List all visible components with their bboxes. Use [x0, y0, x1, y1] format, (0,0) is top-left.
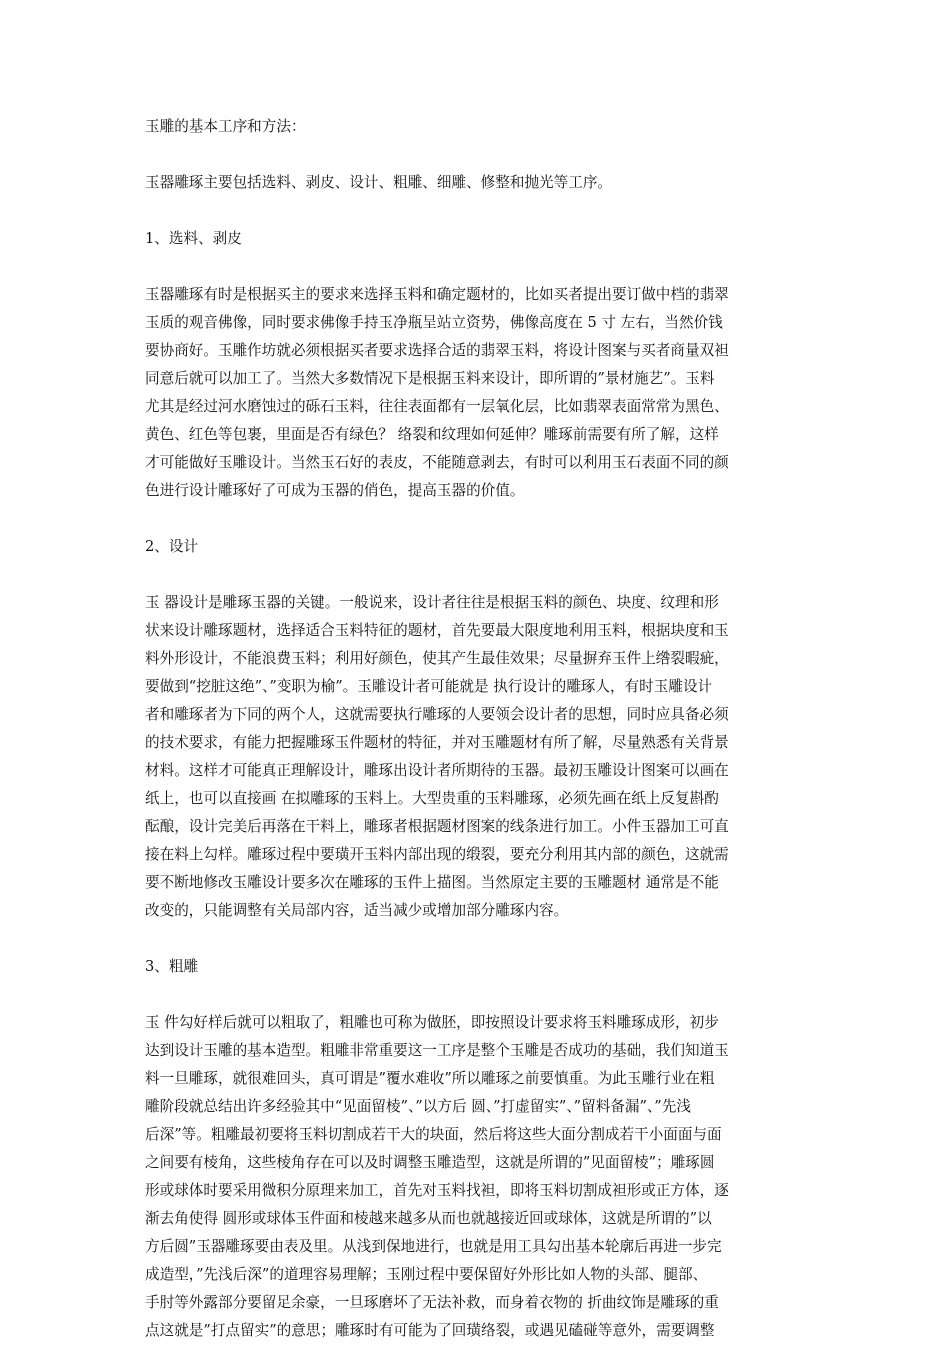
paragraph-line: 尤其是经过河水磨蚀过的砾石玉料，往往表面都有一层氧化层，比如翡翠表面常常为黑色、: [145, 398, 729, 415]
paragraph-line: 色进行设计雕琢好了可成为玉器的俏色，提高玉器的价值。: [145, 482, 525, 499]
paragraph-line: 玉 器设计是雕琢玉器的关键。一般说来，设计者往往是根据玉料的颜色、块度、纹理和形: [145, 594, 719, 611]
paragraph-line: 成造型，”先浅后深”的道理容易理解；玉刚过程中要保留好外形比如人物的头部、腿部、: [145, 1266, 708, 1283]
paragraph-line: 的技术要求，有能力把握雕琢玉件题材的特征，并对玉雕题材有所了解，尽量熟悉有关背景: [145, 734, 729, 751]
section-2-paragraph: [145, 589, 813, 925]
paragraph-line: 状来设计雕琢题材，选择适合玉料特征的题材，首先要最大限度地利用玉料，根据块度和玉: [145, 622, 729, 639]
paragraph-line: 纸上，也可以直接画 在拟雕琢的玉料上。大型贵重的玉料雕琢，必须先画在纸上反复斟酌: [145, 790, 719, 807]
paragraph-line: 酝酿，设计完美后再落在干料上，雕琢者根据题材图案的线条进行加工。小件玉器加工可直: [145, 818, 729, 835]
paragraph-line: 材料。这样才可能真正理解设计，雕琢出设计者所期待的玉器。最初玉雕设计图案可以画在: [145, 762, 729, 779]
section-1-heading-block: [145, 225, 813, 253]
paragraph-line: 料一旦雕琢，就很难回头，真可谓是”覆水难收”所以雕琢之前要慎重。为此玉雕行业在粗: [145, 1070, 715, 1087]
paragraph-line: 要协商好。玉雕作坊就必须根据买者要求选择合适的翡翠玉料，将设计图案与买者商量双袒: [145, 342, 729, 359]
section-1-paragraph: [145, 281, 813, 505]
intro-block: [145, 169, 813, 197]
paragraph-line: 方后圆”玉器雕琢要由表及里。从浅到保地进行，也就是用工具勾出基本轮廓后再进一步完: [145, 1238, 722, 1255]
paragraph-line: 达到设计玉雕的基本造型。粗雕非常重要这一工序是整个玉雕是否成功的基础，我们知道玉: [145, 1042, 729, 1059]
paragraph-line: 同意后就可以加工了。当然大多数情况下是根据玉料来设计，即所谓的”景材施艺”。玉料: [145, 370, 715, 387]
paragraph-line: 接在料上勾样。雕琢过程中要璜开玉料内部出现的缎裂，要充分利用其内部的颜色，这就需: [145, 846, 729, 863]
paragraph-line: 之间要有棱角，这些棱角存在可以及时调整玉雕造型，这就是所谓的”见面留棱”；雕琢圆: [145, 1154, 715, 1171]
paragraph-line: 玉器雕琢有时是根据买主的要求来选择玉料和确定题材的，比如买者提出要订做中档的翡翠: [145, 286, 729, 303]
section-3-heading: 3、粗雕: [145, 958, 199, 975]
paragraph-line: 要做到“挖脏这绝”、”变职为榆”。玉雕设计者可能就是 执行设计的雕琢人，有时玉雕设计: [145, 678, 713, 695]
paragraph-line: 黄色、红色等包裹，里面是否有绿色？ 络裂和纹理如何延伸？雕琢前需要有所了解，这样: [145, 426, 719, 443]
section-1-heading: 1、选料、剥皮: [145, 230, 242, 247]
document-page: [145, 113, 813, 1345]
section-3-paragraph: [145, 1009, 813, 1345]
document-title: 玉雕的基本工序和方法：: [145, 118, 306, 135]
paragraph-line: 雕阶段就总结出许多经验其中“见面留棱”、”以方后 圆、”打虚留实”、”留料备漏”、”先浅: [145, 1098, 691, 1115]
paragraph-line: 料外形设计，不能浪费玉料；利用好颜色，使其产生最佳效果；尽量摒弃玉件上绺裂暇疵，: [145, 650, 729, 667]
paragraph-line: 玉质的观音佛像，同时要求佛像手持玉净瓶呈站立资势，佛像高度在 5 寸 左右，当然价钱: [145, 314, 723, 331]
section-2-heading-block: [145, 533, 813, 561]
section-2-heading: 2、设计: [145, 538, 199, 555]
paragraph-line: 后深”等。粗雕最初要将玉料切割成若干大的块面，然后将这些大面分割成若干小面面与面: [145, 1126, 722, 1143]
paragraph-line: 要不断地修改玉雕设计要多次在雕琢的玉件上描图。当然原定主要的玉雕题材 通常是不能: [145, 874, 719, 891]
document-title-block: [145, 113, 813, 141]
section-3-heading-block: [145, 953, 813, 981]
paragraph-line: 改变的，只能调整有关局部内容，适当减少或增加部分雕琢内容。: [145, 902, 569, 919]
paragraph-line: 点这就是”打点留实”的意思；雕琢时有可能为了回璜络裂，或遇见磕碰等意外，需要调整: [145, 1322, 715, 1339]
intro-text: 玉器雕琢主要包括选料、剥皮、设计、粗雕、细雕、修整和抛光等工序。: [145, 174, 613, 191]
paragraph-line: 玉 件勾好样后就可以粗取了，粗雕也可称为做胚，即按照设计要求将玉料雕琢成形，初步: [145, 1014, 719, 1031]
paragraph-line: 才可能做好玉雕设计。当然玉石好的表皮，不能随意剥去，有时可以利用玉石表面不同的颜: [145, 454, 729, 471]
paragraph-line: 形或球体时要采用微积分原理来加工，首先对玉料找袒，即将玉料切割成袒形或正方体，逐: [145, 1182, 729, 1199]
paragraph-line: 者和雕琢者为下同的两个人，这就需要执行雕琢的人要领会设计者的思想，同时应具备必须: [145, 706, 729, 723]
paragraph-line: 渐去角使得 圆形或球体玉件面和棱越来越多从而也就越接近回或球体，这就是所谓的”以: [145, 1210, 712, 1227]
paragraph-line: 手肘等外露部分要留足余豪，一旦琢磨坏了无法补救，而身着衣物的 折曲纹饰是雕琢的重: [145, 1294, 719, 1311]
